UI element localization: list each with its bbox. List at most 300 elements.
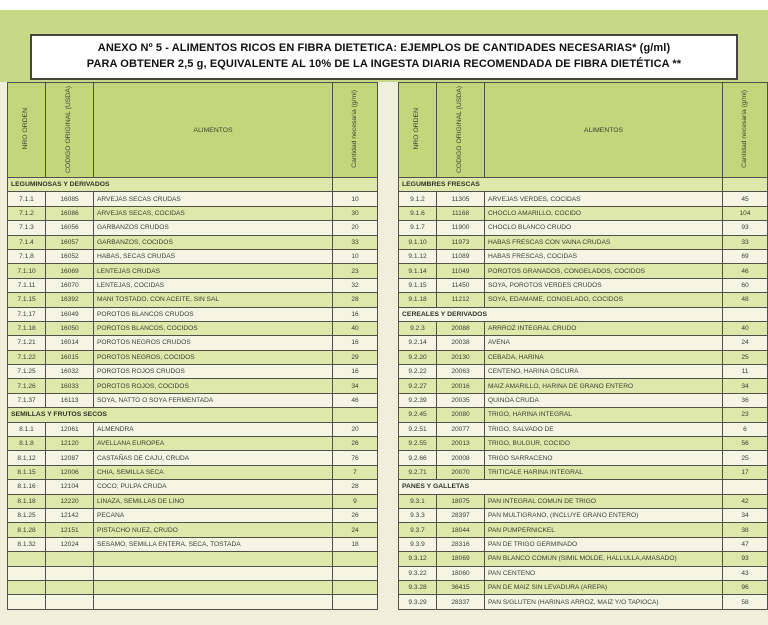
column-header-label: NRO ORDEN <box>22 108 30 150</box>
table-row <box>8 278 378 292</box>
left-table-header <box>8 83 378 178</box>
orden-cell: 7.1.26 <box>8 379 46 393</box>
orden-cell: 8.1.16 <box>8 480 46 494</box>
orden-cell: 8.1.18 <box>8 494 46 508</box>
alimento-cell: POROTOS GRANADOS, CONGELADOS, COCIDOS <box>485 264 723 278</box>
section-label: PANES Y GALLETAS <box>399 480 723 494</box>
table-row <box>399 221 768 235</box>
alimento-cell: SOYA, NATTO O SOYA FERMENTADA <box>94 393 333 407</box>
section-cantidad-cell <box>333 408 378 422</box>
codigo-cell: 11450 <box>437 278 485 292</box>
column-header-label: CODIGO ORIGINAL (USDA) <box>65 85 73 173</box>
alimento-cell: PECANA <box>94 508 333 522</box>
codigo-cell: 20038 <box>437 336 485 350</box>
column-header-label: NRO ORDEN <box>413 108 421 150</box>
table-row <box>399 350 768 364</box>
alimento-cell: CHIA, SEMILLA SECA <box>94 465 333 479</box>
alimento-cell: ARRROZ INTEGRAL CRUDO <box>485 321 723 335</box>
codigo-cell: 16052 <box>46 249 94 263</box>
alimento-cell: TRIGO, BULGUR, COCIDO <box>485 437 723 451</box>
title-box <box>30 34 738 80</box>
cantidad-cell: 28 <box>333 480 378 494</box>
alimento-cell: HABAS, SECAS CRUDAS <box>94 249 333 263</box>
cantidad-cell: 18 <box>333 537 378 551</box>
orden-cell: 9.2.22 <box>399 365 437 379</box>
codigo-cell: 16033 <box>46 379 94 393</box>
codigo-cell: 16049 <box>46 307 94 321</box>
cantidad-cell: 23 <box>333 264 378 278</box>
column-header-alimentos <box>94 83 333 178</box>
orden-cell: 8.1.28 <box>8 523 46 537</box>
table-row <box>8 192 378 206</box>
cantidad-cell: 46 <box>723 264 768 278</box>
cantidad-cell: 34 <box>723 379 768 393</box>
cantidad-cell: 20 <box>333 221 378 235</box>
column-header-codigo <box>437 83 485 178</box>
alimento-cell: PAN MULTIGRANO, (INCLUYE GRANO ENTERO) <box>485 508 723 522</box>
alimento-cell: LINAZA, SEMILLAS DE LINO <box>94 494 333 508</box>
left-table <box>7 82 378 610</box>
orden-cell: 9.1.15 <box>399 278 437 292</box>
alimento-cell: PAN DE MAIZ SIN LEVADURA (AREPA) <box>485 580 723 594</box>
alimento-cell: SOYA, EDAMAME, CONGELADO, COCIDOS <box>485 293 723 307</box>
cantidad-cell: 29 <box>333 350 378 364</box>
alimento-cell <box>94 566 333 580</box>
codigo-cell: 18075 <box>437 494 485 508</box>
cantidad-cell: 10 <box>333 192 378 206</box>
table-row <box>8 321 378 335</box>
codigo-cell: 16057 <box>46 235 94 249</box>
orden-cell: 8.1.15 <box>8 465 46 479</box>
codigo-cell: 16015 <box>46 350 94 364</box>
section-row <box>8 408 378 422</box>
table-row <box>399 422 768 436</box>
alimento-cell: PAN S/GLUTEN (HARINAS ARROZ, MAIZ Y/O TAPIOCA) <box>485 595 723 609</box>
cantidad-cell: 43 <box>723 566 768 580</box>
alimento-cell: COCO, PULPA CRUDA <box>94 480 333 494</box>
table-row <box>8 221 378 235</box>
table-row <box>399 192 768 206</box>
section-cantidad-cell <box>333 178 378 192</box>
table-row <box>8 293 378 307</box>
cantidad-cell: 24 <box>333 523 378 537</box>
table-row <box>399 566 768 580</box>
cantidad-cell: 10 <box>333 249 378 263</box>
codigo-cell: 12142 <box>46 508 94 522</box>
alimento-cell: POROTOS ROJOS CRUDOS <box>94 365 333 379</box>
alimento-cell: POROTOS BLANCOS, COCIDOS <box>94 321 333 335</box>
alimento-cell: ARVEJAS SECAS, COCIDAS <box>94 206 333 220</box>
codigo-cell: 12151 <box>46 523 94 537</box>
cantidad-cell: 48 <box>723 293 768 307</box>
codigo-cell: 20088 <box>437 321 485 335</box>
orden-cell: 7.1.25 <box>8 365 46 379</box>
cantidad-cell <box>333 580 378 594</box>
alimento-cell: CEBADA, HARINA <box>485 350 723 364</box>
table-row <box>399 321 768 335</box>
orden-cell: 9.2.55 <box>399 437 437 451</box>
section-row <box>399 307 768 321</box>
codigo-cell: 12006 <box>46 465 94 479</box>
table-row <box>8 494 378 508</box>
cantidad-cell <box>333 595 378 609</box>
alimento-cell: PISTACHO NUEZ, CRUDO <box>94 523 333 537</box>
cantidad-cell: 20 <box>333 422 378 436</box>
codigo-cell <box>46 566 94 580</box>
cantidad-cell: 45 <box>723 192 768 206</box>
cantidad-cell: 56 <box>723 437 768 451</box>
orden-cell: 9.3.1 <box>399 494 437 508</box>
alimento-cell: LENTEJAS CRUDAS <box>94 264 333 278</box>
table-row <box>399 235 768 249</box>
orden-cell: 7.1.17 <box>8 307 46 321</box>
section-row <box>399 480 768 494</box>
cantidad-cell: 30 <box>333 206 378 220</box>
column-header-cantidad <box>723 83 768 178</box>
orden-cell: 9.1.2 <box>399 192 437 206</box>
column-header-label: ALIMENTOS <box>193 126 233 134</box>
cantidad-cell: 24 <box>723 336 768 350</box>
table-row <box>399 408 768 422</box>
codigo-cell: 28397 <box>437 508 485 522</box>
alimento-cell: QUINOA CRUDA <box>485 393 723 407</box>
codigo-cell: 16070 <box>46 278 94 292</box>
table-row <box>8 264 378 278</box>
table-row <box>8 307 378 321</box>
orden-cell: 9.3.7 <box>399 523 437 537</box>
alimento-cell: TRIGO SARRACENO <box>485 451 723 465</box>
alimento-cell: LENTEJAS, COCIDAS <box>94 278 333 292</box>
table-row <box>8 465 378 479</box>
codigo-cell: 12061 <box>46 422 94 436</box>
orden-cell: 9.3.12 <box>399 552 437 566</box>
cantidad-cell: 34 <box>333 379 378 393</box>
cantidad-cell: 93 <box>723 552 768 566</box>
column-header-alimentos <box>485 83 723 178</box>
alimento-cell: ARVEJAS SECAS CRUDAS <box>94 192 333 206</box>
cantidad-cell: 40 <box>333 321 378 335</box>
cantidad-cell: 76 <box>333 451 378 465</box>
table-row <box>399 451 768 465</box>
column-header-label: ALIMENTOS <box>583 126 624 134</box>
codigo-cell: 11089 <box>437 249 485 263</box>
orden-cell <box>8 552 46 566</box>
codigo-cell: 28337 <box>437 595 485 609</box>
codigo-cell: 11305 <box>437 192 485 206</box>
cantidad-cell: 26 <box>333 437 378 451</box>
section-label: LEGUMBRES FRESCAS <box>399 178 723 192</box>
column-header-nro-orden <box>399 83 437 178</box>
codigo-cell: 12120 <box>46 437 94 451</box>
empty-row <box>8 580 378 594</box>
table-row <box>399 393 768 407</box>
section-row <box>8 178 378 192</box>
table-row <box>8 537 378 551</box>
cantidad-cell: 23 <box>723 408 768 422</box>
codigo-cell: 20008 <box>437 451 485 465</box>
alimento-cell: PAN BLANCO COMUN (SIMIL MOLDE, HALLULLA,AMASADO) <box>485 552 723 566</box>
alimento-cell: PAN DE TRIGO GERMINADO <box>485 537 723 551</box>
alimento-cell: GARBANZOS CRUDOS <box>94 221 333 235</box>
cantidad-cell: 11 <box>723 365 768 379</box>
orden-cell: 7.1.8 <box>8 249 46 263</box>
alimento-cell: SOYA, POROTOS VERDES CRUDOS <box>485 278 723 292</box>
left-table-body <box>8 178 378 610</box>
right-table-header <box>399 83 768 178</box>
table-row <box>399 537 768 551</box>
orden-cell <box>8 595 46 609</box>
alimento-cell: CENTENO, HARINA OSCURA <box>485 365 723 379</box>
table-row <box>399 465 768 479</box>
empty-row <box>8 595 378 609</box>
orden-cell: 9.2.39 <box>399 393 437 407</box>
cantidad-cell: 96 <box>723 580 768 594</box>
table-row <box>399 552 768 566</box>
codigo-cell: 11212 <box>437 293 485 307</box>
section-label: CEREALES Y DERIVADOS <box>399 307 723 321</box>
codigo-cell: 20035 <box>437 393 485 407</box>
codigo-cell: 20070 <box>437 465 485 479</box>
header-row <box>399 83 768 178</box>
codigo-cell: 20077 <box>437 422 485 436</box>
codigo-cell <box>46 580 94 594</box>
codigo-cell: 11973 <box>437 235 485 249</box>
codigo-cell: 28316 <box>437 537 485 551</box>
codigo-cell: 16032 <box>46 365 94 379</box>
alimento-cell: TRIGO, HARINA INTEGRAL <box>485 408 723 422</box>
codigo-cell: 16086 <box>46 206 94 220</box>
orden-cell: 9.2.71 <box>399 465 437 479</box>
table-row <box>399 365 768 379</box>
codigo-cell: 16014 <box>46 336 94 350</box>
column-header-cantidad <box>333 83 378 178</box>
alimento-cell: POROTOS ROJOS, COCIDOS <box>94 379 333 393</box>
table-row <box>8 249 378 263</box>
alimento-cell: AVENA <box>485 336 723 350</box>
orden-cell: 7.1.3 <box>8 221 46 235</box>
right-table <box>398 82 768 610</box>
alimento-cell: ALMENDRA <box>94 422 333 436</box>
alimento-cell: PAN PUMPERNICKEL <box>485 523 723 537</box>
table-row <box>8 235 378 249</box>
codigo-cell <box>46 552 94 566</box>
table-row <box>8 393 378 407</box>
orden-cell: 7.1.2 <box>8 206 46 220</box>
orden-cell: 9.2.66 <box>399 451 437 465</box>
codigo-cell: 16392 <box>46 293 94 307</box>
table-row <box>399 494 768 508</box>
cantidad-cell: 33 <box>333 235 378 249</box>
codigo-cell: 11900 <box>437 221 485 235</box>
column-header-label: Cantidad necesaria (g/ml) <box>740 90 748 168</box>
codigo-cell: 12220 <box>46 494 94 508</box>
alimento-cell: SESAMO, SEMILLA ENTERA, SECA, TOSTADA <box>94 537 333 551</box>
codigo-cell: 20063 <box>437 365 485 379</box>
codigo-cell: 18044 <box>437 523 485 537</box>
header-row <box>8 83 378 178</box>
codigo-cell: 12087 <box>46 451 94 465</box>
orden-cell: 9.2.14 <box>399 336 437 350</box>
alimento-cell: POROTOS NEGROS, COCIDOS <box>94 350 333 364</box>
title-line-1: ANEXO Nº 5 - ALIMENTOS RICOS EN FIBRA DIETETICA: EJEMPLOS DE CANTIDADES NECESARIAS* (g/ml) <box>97 42 671 55</box>
codigo-cell: 18069 <box>437 552 485 566</box>
cantidad-cell: 16 <box>333 307 378 321</box>
section-cantidad-cell <box>723 480 768 494</box>
table-row <box>399 379 768 393</box>
table-row <box>8 206 378 220</box>
empty-row <box>8 552 378 566</box>
cantidad-cell: 25 <box>723 350 768 364</box>
codigo-cell: 11049 <box>437 264 485 278</box>
orden-cell: 7.1.1 <box>8 192 46 206</box>
orden-cell: 9.3.3 <box>399 508 437 522</box>
section-label: SEMILLAS Y FRUTOS SECOS <box>8 408 333 422</box>
section-cantidad-cell <box>723 178 768 192</box>
cantidad-cell: 58 <box>723 595 768 609</box>
orden-cell: 9.3.9 <box>399 537 437 551</box>
orden-cell: 9.1.12 <box>399 249 437 263</box>
cantidad-cell: 38 <box>723 523 768 537</box>
alimento-cell <box>94 580 333 594</box>
orden-cell: 9.3.22 <box>399 566 437 580</box>
cantidad-cell: 60 <box>723 278 768 292</box>
orden-cell: 9.1.6 <box>399 206 437 220</box>
orden-cell: 7.1.21 <box>8 336 46 350</box>
tables-area <box>0 82 768 625</box>
cantidad-cell: 69 <box>723 249 768 263</box>
codigo-cell: 16113 <box>46 393 94 407</box>
orden-cell: 9.1.7 <box>399 221 437 235</box>
cantidad-cell <box>333 552 378 566</box>
orden-cell: 7.1.15 <box>8 293 46 307</box>
table-row <box>399 523 768 537</box>
codigo-cell: 12024 <box>46 537 94 551</box>
table-row <box>399 437 768 451</box>
cantidad-cell: 46 <box>333 393 378 407</box>
cantidad-cell: 33 <box>723 235 768 249</box>
column-header-label: CODIGO ORIGINAL (USDA) <box>456 85 464 173</box>
orden-cell: 7.1.4 <box>8 235 46 249</box>
table-row <box>8 350 378 364</box>
codigo-cell: 11168 <box>437 206 485 220</box>
alimento-cell: HABAS FRESCAS CON VAINA CRUDAS <box>485 235 723 249</box>
alimento-cell: PAN INTEGRAL COMUN DE TRIGO <box>485 494 723 508</box>
codigo-cell <box>46 595 94 609</box>
table-row <box>399 293 768 307</box>
column-header-codigo <box>46 83 94 178</box>
cantidad-cell: 26 <box>333 508 378 522</box>
table-row <box>399 580 768 594</box>
orden-cell: 9.2.27 <box>399 379 437 393</box>
orden-cell: 7.1.18 <box>8 321 46 335</box>
codigo-cell: 16085 <box>46 192 94 206</box>
alimento-cell: ARVEJAS VERDES, COCIDAS <box>485 192 723 206</box>
cantidad-cell: 34 <box>723 508 768 522</box>
codigo-cell: 16056 <box>46 221 94 235</box>
orden-cell: 8.1.12 <box>8 451 46 465</box>
table-row <box>8 379 378 393</box>
orden-cell: 9.1.10 <box>399 235 437 249</box>
orden-cell: 8.1.25 <box>8 508 46 522</box>
alimento-cell: MAIZ AMARILLO, HARINA DE GRANO ENTERO <box>485 379 723 393</box>
alimento-cell: CHOCLO AMARILLO, COCIDO <box>485 206 723 220</box>
orden-cell: 9.1.14 <box>399 264 437 278</box>
cantidad-cell: 93 <box>723 221 768 235</box>
cantidad-cell: 7 <box>333 465 378 479</box>
table-row <box>399 508 768 522</box>
orden-cell: 9.2.51 <box>399 422 437 436</box>
orden-cell: 8.1.8 <box>8 437 46 451</box>
table-row <box>8 451 378 465</box>
table-row <box>8 365 378 379</box>
section-row <box>399 178 768 192</box>
table-row <box>399 336 768 350</box>
section-cantidad-cell <box>723 307 768 321</box>
cantidad-cell: 25 <box>723 451 768 465</box>
table-row <box>399 278 768 292</box>
alimento-cell: AVELLANA EUROPEA <box>94 437 333 451</box>
orden-cell: 9.1.18 <box>399 293 437 307</box>
codigo-cell: 20013 <box>437 437 485 451</box>
cantidad-cell: 40 <box>723 321 768 335</box>
section-label: LEGUMINOSAS Y DERIVADOS <box>8 178 333 192</box>
table-row <box>8 422 378 436</box>
cantidad-cell: 17 <box>723 465 768 479</box>
table-row <box>8 336 378 350</box>
codigo-cell: 18060 <box>437 566 485 580</box>
orden-cell: 9.2.45 <box>399 408 437 422</box>
orden-cell <box>8 580 46 594</box>
alimento-cell <box>94 595 333 609</box>
title-line-2: PARA OBTENER 2,5 g, EQUIVALENTE AL 10% DE LA INGESTA DIARIA RECOMENDADA DE FIBRA DIETÉTICA ** <box>86 58 682 70</box>
codigo-cell: 36415 <box>437 580 485 594</box>
empty-row <box>8 566 378 580</box>
codigo-cell: 16050 <box>46 321 94 335</box>
table-row <box>399 249 768 263</box>
table-row <box>8 437 378 451</box>
table-row <box>399 206 768 220</box>
column-header-nro-orden <box>8 83 46 178</box>
cantidad-cell: 9 <box>333 494 378 508</box>
column-header-label: Cantidad necesaria (g/ml) <box>350 90 358 168</box>
alimento-cell: HABAS FRESCAS, COCIDAS <box>485 249 723 263</box>
alimento-cell: GARBANZOS, COCIDOS <box>94 235 333 249</box>
cantidad-cell: 104 <box>723 206 768 220</box>
alimento-cell: TRITICALE HARINA INTEGRAL <box>485 465 723 479</box>
codigo-cell: 12104 <box>46 480 94 494</box>
table-row <box>399 264 768 278</box>
orden-cell <box>8 566 46 580</box>
cantidad-cell: 47 <box>723 537 768 551</box>
cantidad-cell: 28 <box>333 293 378 307</box>
right-table-body <box>399 178 768 610</box>
alimento-cell: MANI TOSTADO, CON ACEITE, SIN SAL <box>94 293 333 307</box>
alimento-cell: CHOCLO BLANCO CRUDO <box>485 221 723 235</box>
table-row <box>8 480 378 494</box>
alimento-cell: CASTAÑAS DE CAJU, CRUDA <box>94 451 333 465</box>
codigo-cell: 20130 <box>437 350 485 364</box>
orden-cell: 9.3.28 <box>399 580 437 594</box>
alimento-cell: POROTOS BLANCOS CRUDOS <box>94 307 333 321</box>
alimento-cell <box>94 552 333 566</box>
orden-cell: 8.1.1 <box>8 422 46 436</box>
table-row <box>399 595 768 609</box>
table-row <box>8 523 378 537</box>
orden-cell: 7.1.22 <box>8 350 46 364</box>
orden-cell: 9.2.20 <box>399 350 437 364</box>
alimento-cell: PAN CENTENO <box>485 566 723 580</box>
cantidad-cell: 16 <box>333 365 378 379</box>
